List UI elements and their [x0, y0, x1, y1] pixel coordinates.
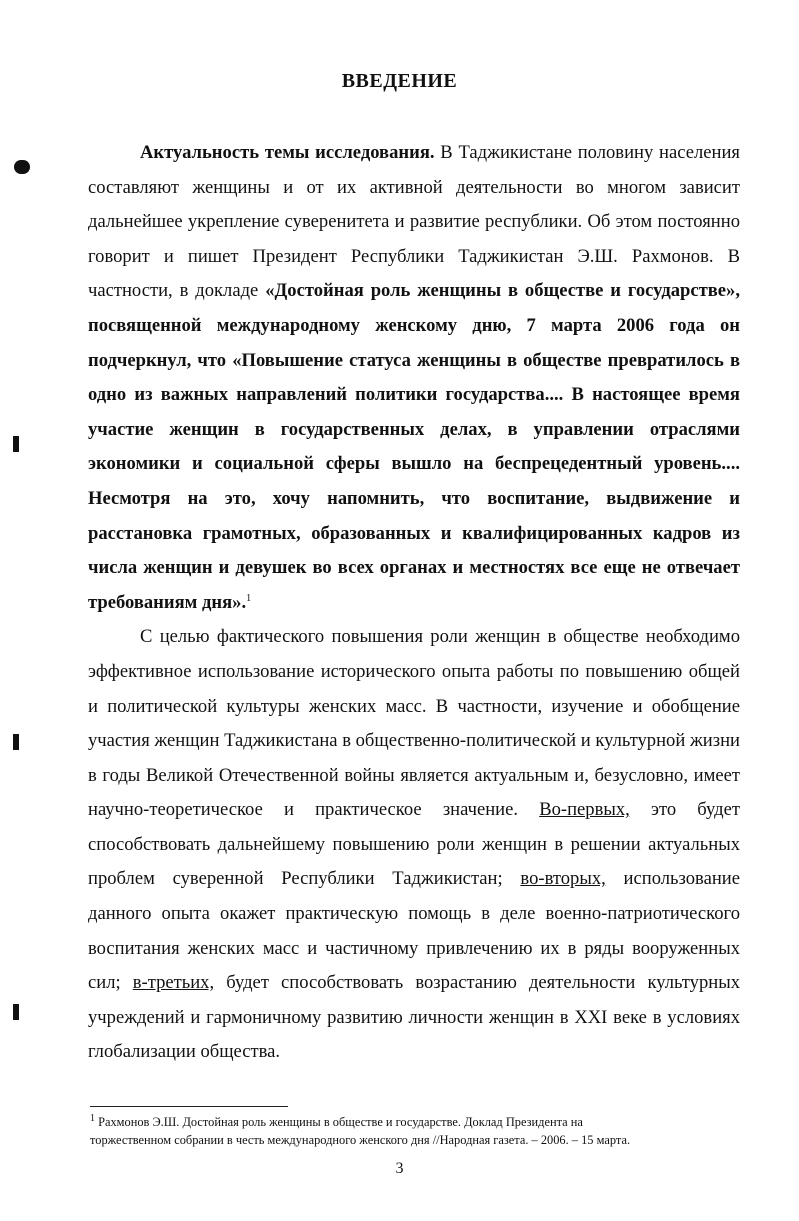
footnote [90, 1113, 740, 1149]
footnote-marker: 1 [90, 1112, 95, 1124]
underlined-term: в-третьих, [132, 972, 215, 994]
page-title: ВВЕДЕНИЕ [341, 70, 458, 92]
paragraph-lead: Актуальность темы исследования. [140, 142, 435, 163]
binding-hole-mark [14, 160, 30, 174]
paragraph-text: С целью фактического повышения роли женщин в обществе необходимо эффективное использование исторического опыта работы по повышению общей и политической культуры женских масс. В частности, изучение и обобщение участия женщин Таджикистана в общественно-политической и культурной жизни в годы Великой Отечественной войны является актуальным и, безусловно, имеет научно-теоретическое и практическое значение. [88, 626, 740, 821]
paragraph-text: В Таджикистане половину населения составляют женщины и от их активной деятельности во многом зависит дальнейшее укрепление суверенитета и развитие республики. Об этом постоянно говорит и пишет Президент Республики Таджикистан Э.Ш. Рахмонов. В частности, в докладе [88, 142, 740, 302]
footnote-line: торжественном собрании в честь международного женского дня //Народная газета. – 2006. – 15 марта. [90, 1133, 631, 1147]
binding-hole-mark [13, 1004, 19, 1020]
underlined-term: во-вторых, [520, 868, 606, 890]
footnote-text: Рахмонов Э.Ш. Достойная роль женщины в обществе и государстве. Доклад Президента на [95, 1115, 583, 1129]
president-quote: «Достойная роль женщины в обществе и государстве», посвященной международному женскому дню, 7 марта 2006 года он подчеркнул, что «Повышение статуса женщины в обществе превратилось в одно из важных направлений политики государства.... В настоящее время участие женщин в государственных делах, в управлении отраслями экономики и социальной сферы вышло на беспрецедентный уровень.... Несмотря на это, хочу напомнить, что воспитание, выдвижение и расстановка грамотных, образованных и квалифицированных кадров из числа женщин и девушек во всех органах и местностях все еще не отвечает требованиям дня». [88, 280, 740, 613]
paragraph-text: использование данного опыта окажет практическую помощь в деле военно-патриотического воспитания женских масс и частичному привлечению их в ряды вооруженных сил; [88, 868, 740, 994]
paragraph-significance [88, 620, 740, 1070]
paragraph-text: это будет способствовать дальнейшему повышению роли женщин в решении актуальных проблем суверенной Республики Таджикистан; [88, 799, 741, 890]
binding-hole-mark [13, 734, 19, 750]
paragraph-text: будет способствовать возрастанию деятельности культурных учреждений и гармоничному развитию личности женщин в XXI веке в условиях глобализации общества. [88, 972, 740, 1063]
footnote-divider [90, 1106, 288, 1107]
page-number: 3 [395, 1160, 404, 1177]
underlined-term: Во-первых, [539, 799, 630, 821]
footnote-line [90, 1113, 740, 1131]
binding-hole-mark [13, 436, 19, 452]
paragraph-relevance [88, 136, 740, 620]
body-text [88, 136, 740, 1070]
footnote-reference: 1 [246, 592, 252, 604]
